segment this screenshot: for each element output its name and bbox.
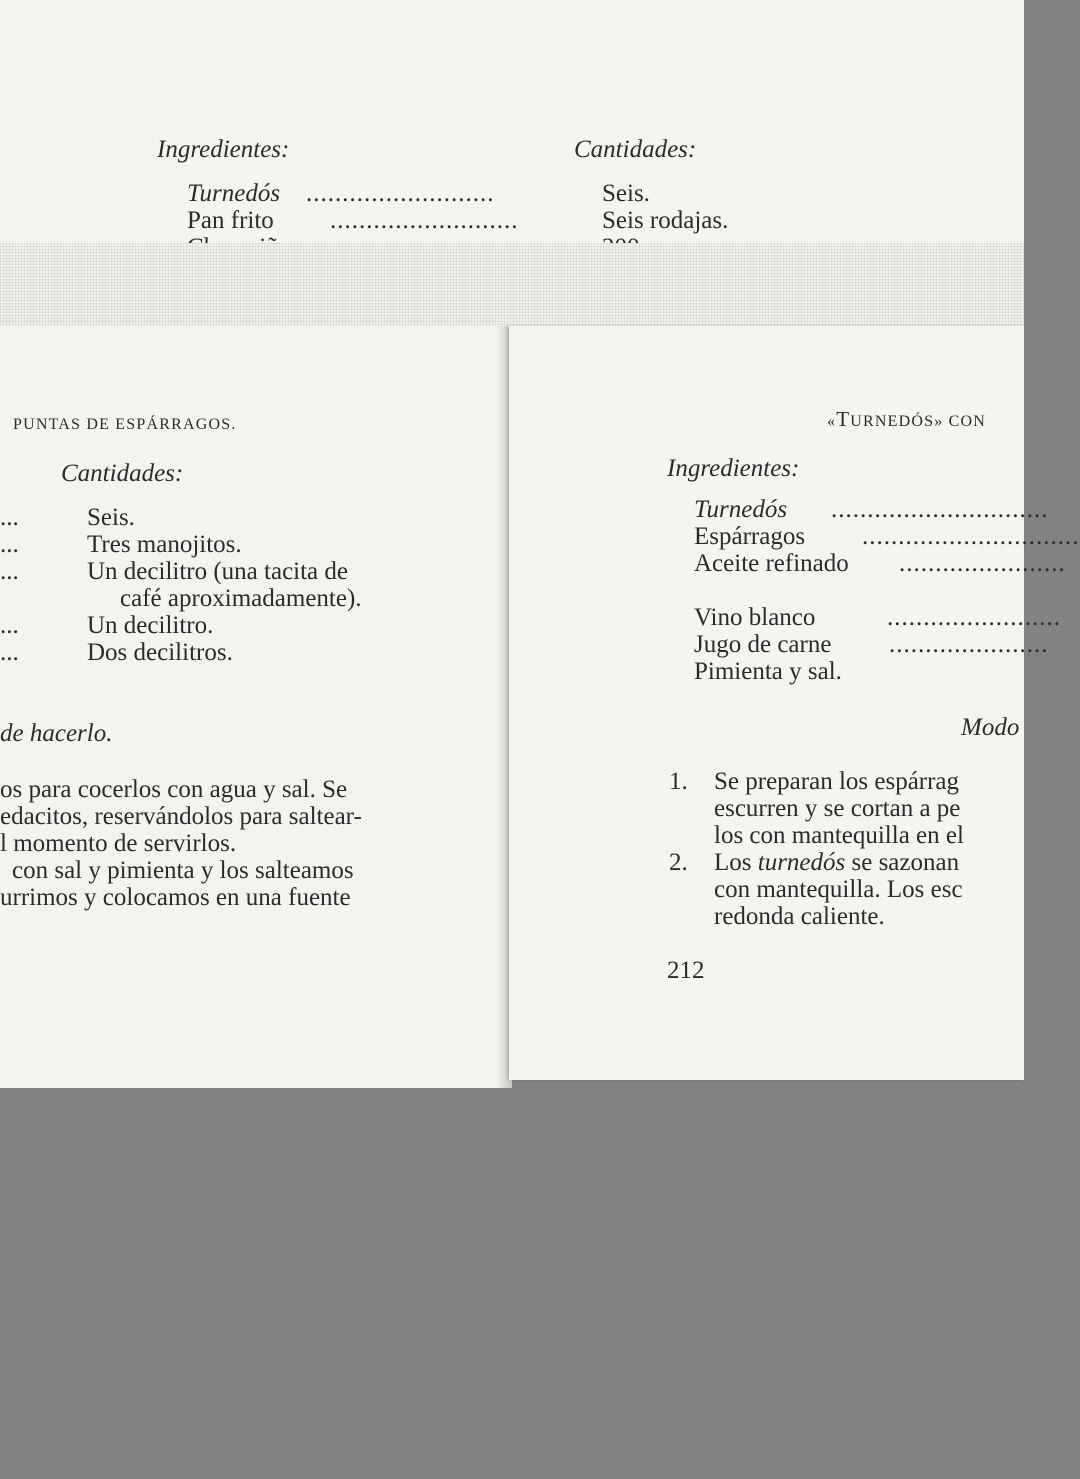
top-quantity: Seis. xyxy=(602,180,650,207)
scan-halftone-band xyxy=(0,243,1024,333)
left-quantity: Seis. xyxy=(87,504,135,531)
left-quantity: Dos decilitros. xyxy=(87,639,233,666)
step-line: Se preparan los espárrag xyxy=(714,768,960,795)
right-leader-dots: ....................... xyxy=(899,550,1066,577)
top-quantities-heading: Cantidades: xyxy=(574,136,697,163)
left-leader-dots: ... xyxy=(0,504,19,531)
left-running-head: PUNTAS DE ESPÁRRAGOS. xyxy=(13,416,237,433)
left-leader-dots: ... xyxy=(0,531,19,558)
step-number: 2. xyxy=(669,849,688,876)
step-line: los con mantequilla en el xyxy=(714,822,964,849)
right-leader-dots: .............................. xyxy=(862,523,1080,550)
top-ingredients-heading: Ingredientes: xyxy=(157,136,290,163)
left-quantities-heading: Cantidades: xyxy=(61,460,184,487)
right-ingredient-name: Pimienta y sal. xyxy=(694,658,842,685)
step-line-with-italic: Los turnedós se sazonan xyxy=(714,849,960,876)
right-page xyxy=(509,326,1080,1080)
step-number: 1. xyxy=(669,768,688,795)
left-method-heading: de hacerlo. xyxy=(0,720,113,747)
top-page xyxy=(0,0,1024,250)
right-leader-dots: .............................. xyxy=(831,496,1049,523)
right-ingredient-name: Espárragos xyxy=(694,523,806,550)
left-method-line: con sal y pimienta y los salteamos xyxy=(12,857,354,884)
left-quantity: Tres manojitos. xyxy=(87,531,242,558)
right-ingredient-name: Jugo de carne xyxy=(694,631,832,658)
left-quantity: Un decilitro (una tacita de xyxy=(87,558,348,585)
left-quantity-continuation: café aproximadamente). xyxy=(120,585,362,612)
step-line: redonda caliente. xyxy=(714,903,885,930)
top-leader-dots: .......................... xyxy=(330,207,519,234)
page-number: 212 xyxy=(667,957,705,984)
right-method-heading: Modo xyxy=(961,714,1020,741)
top-ingredient-name: Pan frito xyxy=(187,207,274,234)
step-line: con mantequilla. Los esc xyxy=(714,876,963,903)
right-ingredient-name: Turnedós xyxy=(694,496,788,523)
top-leader-dots: .......................... xyxy=(306,180,495,207)
top-ingredient-name: Turnedós xyxy=(187,180,281,207)
left-method-line: urrimos y colocamos en una fuente xyxy=(0,884,351,911)
right-running-head: «TURNEDÓS» CON xyxy=(827,407,986,431)
left-method-line: edacitos, reservándolos para saltear- xyxy=(0,803,362,830)
step-line: escurren y se cortan a pe xyxy=(714,795,961,822)
top-quantity: Seis rodajas. xyxy=(602,207,729,234)
right-ingredient-name: Vino blanco xyxy=(694,604,816,631)
left-quantity: Un decilitro. xyxy=(87,612,214,639)
right-ingredient-name: Aceite refinado xyxy=(694,550,849,577)
right-ingredients-heading: Ingredientes: xyxy=(667,455,800,482)
left-method-line: os para cocerlos con agua y sal. Se xyxy=(0,776,348,803)
left-method-line: l momento de servirlos. xyxy=(0,830,237,857)
left-leader-dots: ... xyxy=(0,612,19,639)
left-page xyxy=(0,326,500,1088)
right-leader-dots: ........................ xyxy=(887,604,1061,631)
left-leader-dots: ... xyxy=(0,558,19,585)
left-leader-dots: ... xyxy=(0,639,19,666)
right-leader-dots: ...................... xyxy=(889,631,1049,658)
